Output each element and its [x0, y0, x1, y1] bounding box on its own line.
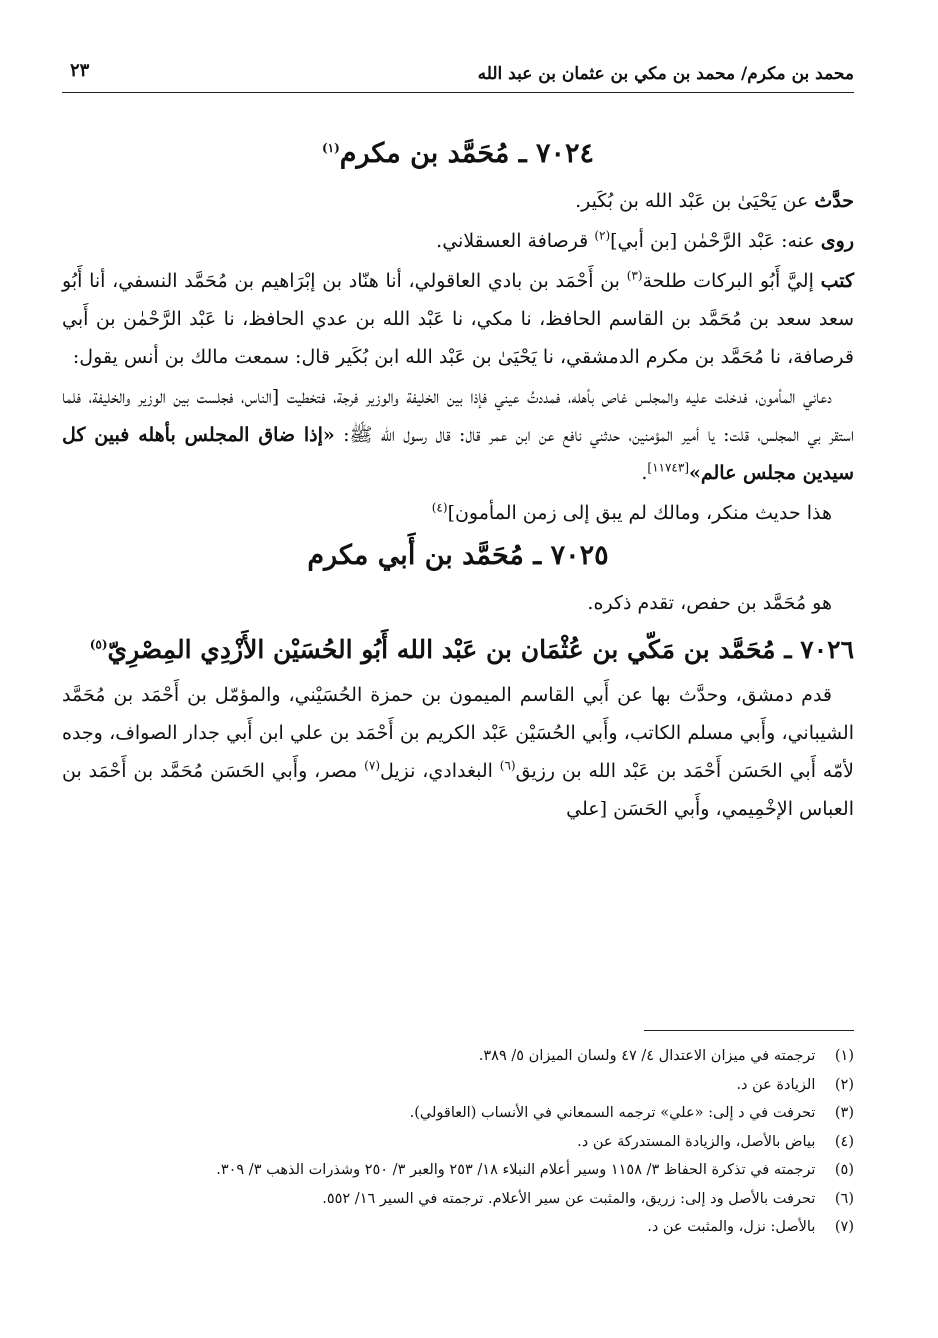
paragraph-lead-word: كتب: [820, 270, 854, 292]
paragraph-text: .: [641, 462, 648, 484]
paragraph: [62, 378, 854, 492]
entry-heading-7026: [62, 628, 854, 672]
footnote-text: بياض بالأصل، والزيادة المستدركة عن د.: [577, 1133, 816, 1150]
paragraph-text: بن أَحْمَد بن بادي العاقولي، أنا هنّاد بن إبْرَاهيم بن مُحَمَّد النسفي، أنا أَبُو سعد سعد بن مُحَمَّد بن القاسم الحافظ، نا مكي، نا عَبْد الله بن عدي الحافظ، نا عَبْد الرَّحْمٰن بن أَبي قرصافة، نا مُحَمَّد بن مكرم الدمشقي، نا يَحْيَىٰ بن عَبْد الله ابن بُكَير قال: سمعت مالك بن أنس يقول:: [62, 270, 854, 368]
footnote-number: (٦): [834, 1190, 854, 1207]
paragraph-lead-word: روى: [820, 230, 854, 252]
footnote-item: [62, 1213, 854, 1242]
paragraph-text: هو مُحَمَّد بن حفص، تقدم ذكره.: [587, 592, 832, 614]
entry-heading-text: ٧٠٢٤ ـ مُحَمَّد بن مكرم: [339, 138, 595, 169]
entry-heading-text: ٧٠٢٥ ـ مُحَمَّد بن أَبي مكرم: [307, 540, 609, 571]
footnote-number: (٧): [834, 1219, 854, 1235]
footnote-text: تحرفت بالأصل ود إلى: زريق، والمثبت عن سير الأعلام. ترجمته في السير ١٦/ ٥٥٢.: [322, 1190, 816, 1207]
footnote-ref: (٥): [89, 637, 108, 652]
main-text: [62, 132, 854, 830]
paragraph: [62, 584, 854, 622]
footnote-ref: (٢): [594, 228, 611, 243]
header-rule: [62, 92, 854, 93]
footnote-item: [62, 1042, 854, 1071]
footnote-ref: (٧): [364, 758, 380, 773]
book-page: [62, 50, 854, 1280]
footnote-text: ترجمته في تذكرة الحفاظ ٣/ ١١٥٨ وسير أعلام النبلاء ١٨/ ٢٥٣ والعبر ٣/ ٢٥٠ وشذرات الذهب ٣/ ٣٠٩.: [216, 1162, 816, 1178]
footnote-item: [62, 1156, 854, 1185]
footnote-text: بالأصل: نزل، والمثبت عن د.: [647, 1219, 816, 1235]
running-header: [62, 60, 854, 92]
footnote-number: (٣): [834, 1105, 854, 1121]
paragraph-text: قدم دمشق، وحدَّث بها عن أَبي القاسم الميمون بن حمزة الحُسَيْني، والمؤمّل بن أَحْمَد بن مُحَمَّد الشيباني، وأَبي مسلم الكاتب، وأَبي الحُسَيْن عَبْد الكريم بن أَحْمَد بن علي ابن أَبي جدار الصواف، وجده لأمّه أَبي الحَسَن أَحْمَد بن عَبْد الله بن رزيق: [62, 684, 854, 782]
footnote-item: [62, 1099, 854, 1128]
footnote-number: (٥): [834, 1162, 854, 1178]
footnote-text: تحرفت في د إلى: «علي» ترجمه السمعاني في الأنساب (العاقولي).: [409, 1105, 816, 1121]
paragraph-text: عن يَحْيَىٰ بن عَبْد الله بن بُكَير.: [575, 190, 815, 212]
hadith-number: [١١٧٤٣]: [647, 460, 689, 475]
paragraph-text: قرصافة العسقلاني.: [436, 230, 595, 252]
hadith-quote: «إذا ضاق المجلس بأهله فبين كل سيدين مجلس عالم»: [62, 424, 854, 484]
paragraph: [62, 182, 854, 220]
footnote-ref: (٦): [499, 758, 516, 773]
paragraph-text: مصر، وأَبي الحَسَن مُحَمَّد بن أَحْمَد بن العباس الإخْمِيمي، وأَبي الحَسَن [علي: [62, 760, 854, 820]
paragraph: [62, 494, 854, 532]
running-header-title: محمد بن مكرم/ محمد بن مكي بن عثمان بن عبد الله: [477, 64, 854, 84]
paragraph: [62, 676, 854, 828]
entry-heading-7024: [62, 132, 854, 176]
footnote-separator: [644, 1030, 854, 1031]
footnote-text: الزيادة عن د.: [736, 1076, 816, 1093]
footnote-number: (٢): [834, 1076, 854, 1093]
footnote-item: [62, 1185, 854, 1214]
paragraph-text: هذا حديث منكر، ومالك لم يبق إلى زمن المأمون]: [447, 502, 832, 524]
paragraph-text: عنه: عَبْد الرَّحْمٰن [بن أبي]: [610, 230, 821, 252]
paragraph: [62, 222, 854, 260]
footnote-item: [62, 1128, 854, 1157]
footnote-number: (٤): [834, 1133, 854, 1150]
page-number: ٢٣: [70, 60, 90, 81]
paragraph: [62, 262, 854, 376]
paragraph-lead-word: حدَّث: [814, 190, 854, 212]
paragraph-text: البغدادي، نزيل: [380, 760, 500, 782]
paragraph-text: دعاني المأمون، فدخلت عليه والمجلس غاص بأهله، فمددتُ عيني فإذا بين الخليفة والوزير فرجة، فتخطيت [الناس، فجلست بين الوزير والخليفة، فلما استقر بي المجلس، قلت: يا أمير المؤمنين، حدثني نافع عن ابن عمر قال: قال رسول الله ﷺ:: [62, 386, 855, 446]
paragraph-text: إليَّ أَبُو البركات طلحة: [642, 270, 821, 292]
footnote-number: (١): [834, 1048, 854, 1064]
footnote-item: [62, 1071, 854, 1100]
footnote-ref: (٤): [431, 500, 448, 515]
footnote-ref: (٣): [626, 268, 643, 283]
footnote-ref: (١): [321, 141, 340, 155]
footnotes: [62, 1042, 854, 1242]
entry-heading-text: ٧٠٢٦ ـ مُحَمَّد بن مَكّي بن عُثْمَان بن عَبْد الله أَبُو الحُسَيْن الأَزْدِي المِصْرِيّ: [107, 635, 854, 664]
entry-heading-7025: [62, 534, 854, 578]
footnote-text: ترجمته في ميزان الاعتدال ٤/ ٤٧ ولسان الميزان ٥/ ٣٨٩.: [478, 1048, 816, 1064]
